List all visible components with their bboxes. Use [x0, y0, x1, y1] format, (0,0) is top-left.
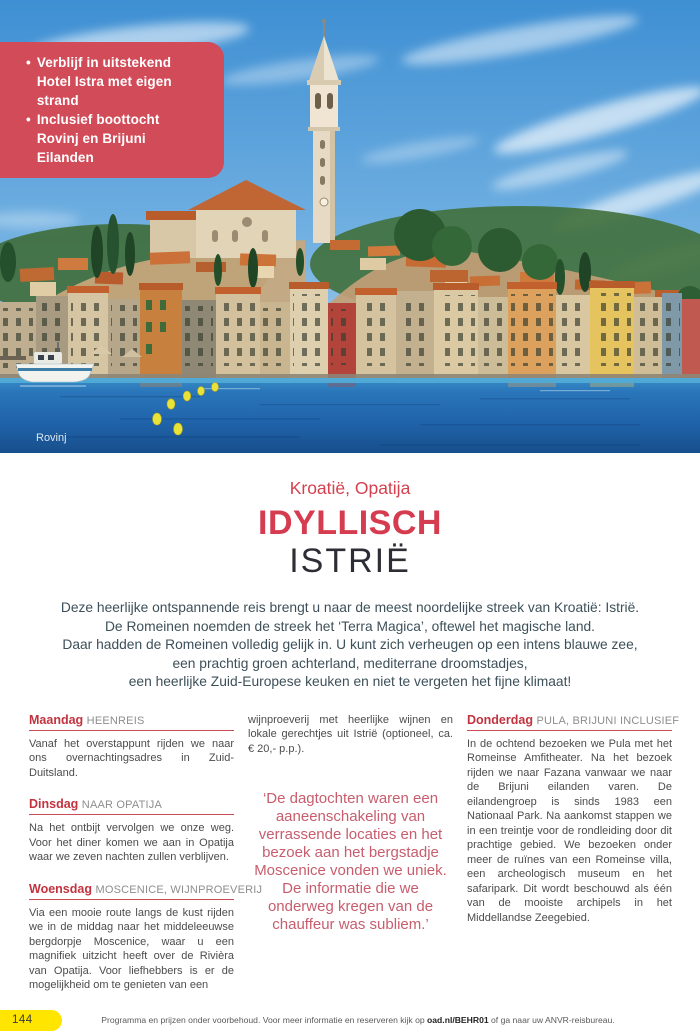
badge-item — [26, 110, 210, 167]
day-body: In de ochtend bezoeken we Pula met het Romeinse Amfitheater. Na het bezoek rijden we naar Fazana vanwaar we naar de Brijuni eilanden varen. De eilandengroep is sinds 1983 een Nationaal Park. Na aankomst stappen we in een treintje voor de rondleiding door dit prachtige gebied. We bezoeken onder meer de ruïnes van een Romeinse villa, een archeologisch museum en het safaripark. Dit wordt beschouwd als één van de mooiste archipels in het Middellandse Zeegebied. — [467, 737, 672, 924]
intro-line: een prachtig groen achterland, mediterrane droomstadjes, — [172, 655, 528, 671]
page-title-primary: IDYLLISCH — [258, 504, 442, 542]
sea — [0, 378, 700, 453]
day-name: Donderdag — [467, 712, 533, 727]
page-subtitle: Kroatië, Opatija — [289, 478, 411, 498]
day-body: Na het ontbijt vervolgen we onze weg. Voor het diner komen we aan in Opatija waar we zeven nachten zullen verblijven. — [29, 822, 234, 863]
page-number: 144 — [12, 1014, 33, 1026]
badge-item-text: Verblijf in uitstekend Hotel Istra met eigen strand — [36, 55, 172, 108]
booking-link[interactable]: oad.nl/BEHR01 — [427, 1015, 489, 1025]
day-name: Maandag — [29, 712, 84, 727]
legal-suffix: of ga naar uw ANVR-reisbureau. — [488, 1015, 615, 1025]
intro-paragraph — [0, 599, 700, 692]
customer-quote: ‘De dagtochten waren een aaneenschakeling van verrassende locaties en het bezoek aan het bergstadje Moscenice vonden we uniek. De informatie die we onderweg kregen van de chauffeur was subliem.’ — [254, 790, 447, 933]
bullet-icon: • — [26, 55, 31, 70]
continuation-text: wijnproeverij met heerlijke wijnen en lokale gerechtjes uit Istrië (optioneel, ca. € 20,- p.p.). — [248, 713, 453, 755]
legal-prefix: Programma en prijzen onder voorbehoud. Voor meer informatie en reserveren kijk op — [101, 1015, 428, 1025]
legal-text — [62, 1015, 700, 1025]
day-section-dinsdag — [29, 797, 234, 865]
page-number-badge — [0, 1010, 62, 1031]
hero-photo — [0, 0, 700, 453]
day-heading — [29, 881, 263, 900]
itinerary-column-3 — [467, 712, 680, 1010]
intro-line: een heerlijke Zuid-Europese keuken en niet te vergeten het fijne klimaat! — [128, 674, 572, 689]
day-section-woensdag — [29, 881, 263, 993]
intro-line: Deze heerlijke ontspannende reis brengt u naar de meest noordelijke streek van Kroatië: Istrië. — [60, 600, 640, 615]
day-name: Dinsdag — [29, 797, 79, 811]
day-topic: MOSCENICE, WIJNPROEVERIJ — [95, 883, 263, 896]
day-name: Woensdag — [29, 881, 92, 896]
day-topic: NAAR OPATIJA — [81, 799, 163, 811]
day-body: Vanaf het overstappunt rijden we naar ons overnachtingsadres in Zuid-Duitsland. — [29, 737, 234, 779]
day-section-donderdag — [467, 712, 680, 926]
day-heading — [29, 713, 234, 731]
itinerary-column-2 — [248, 713, 453, 1010]
badge-item-text: Inclusief boottocht Rovinj en Brijuni Eilanden — [36, 112, 160, 165]
intro-line: De Romeinen noemden de streek het ‘Terra Magica’, oftewel het magische land. — [104, 618, 596, 634]
day-heading — [29, 797, 234, 815]
pier — [0, 356, 26, 360]
photo-caption: Rovinj — [36, 432, 67, 444]
day-topic: PULA, BRIJUNI INCLUSIEF — [536, 714, 680, 727]
badge-item — [26, 53, 210, 110]
page-footer — [0, 1010, 700, 1031]
itinerary-column-1 — [29, 712, 263, 1010]
page-title-secondary: ISTRIË — [289, 542, 411, 580]
day-topic: HEENREIS — [86, 714, 145, 727]
intro-line: Daar hadden de Romeinen volledig gelijk in. U kunt zich verheugen op een intens blauwe zee, — [62, 637, 638, 652]
itinerary-columns — [0, 713, 700, 1010]
day-section-maandag — [29, 713, 234, 781]
day-heading — [467, 712, 680, 731]
page-header — [0, 453, 700, 579]
bullet-icon: • — [26, 112, 31, 127]
highlights-badge — [0, 42, 224, 178]
day-body: Via een mooie route langs de kust rijden we in de middag naar het middeleeuwse bergdorpje Moscenice, waar u een magnifiek uitzicht heeft over de Rivièra van Opatija. Voor liefhebbers is er de mogelijkheid om te genieten van een — [29, 906, 234, 991]
